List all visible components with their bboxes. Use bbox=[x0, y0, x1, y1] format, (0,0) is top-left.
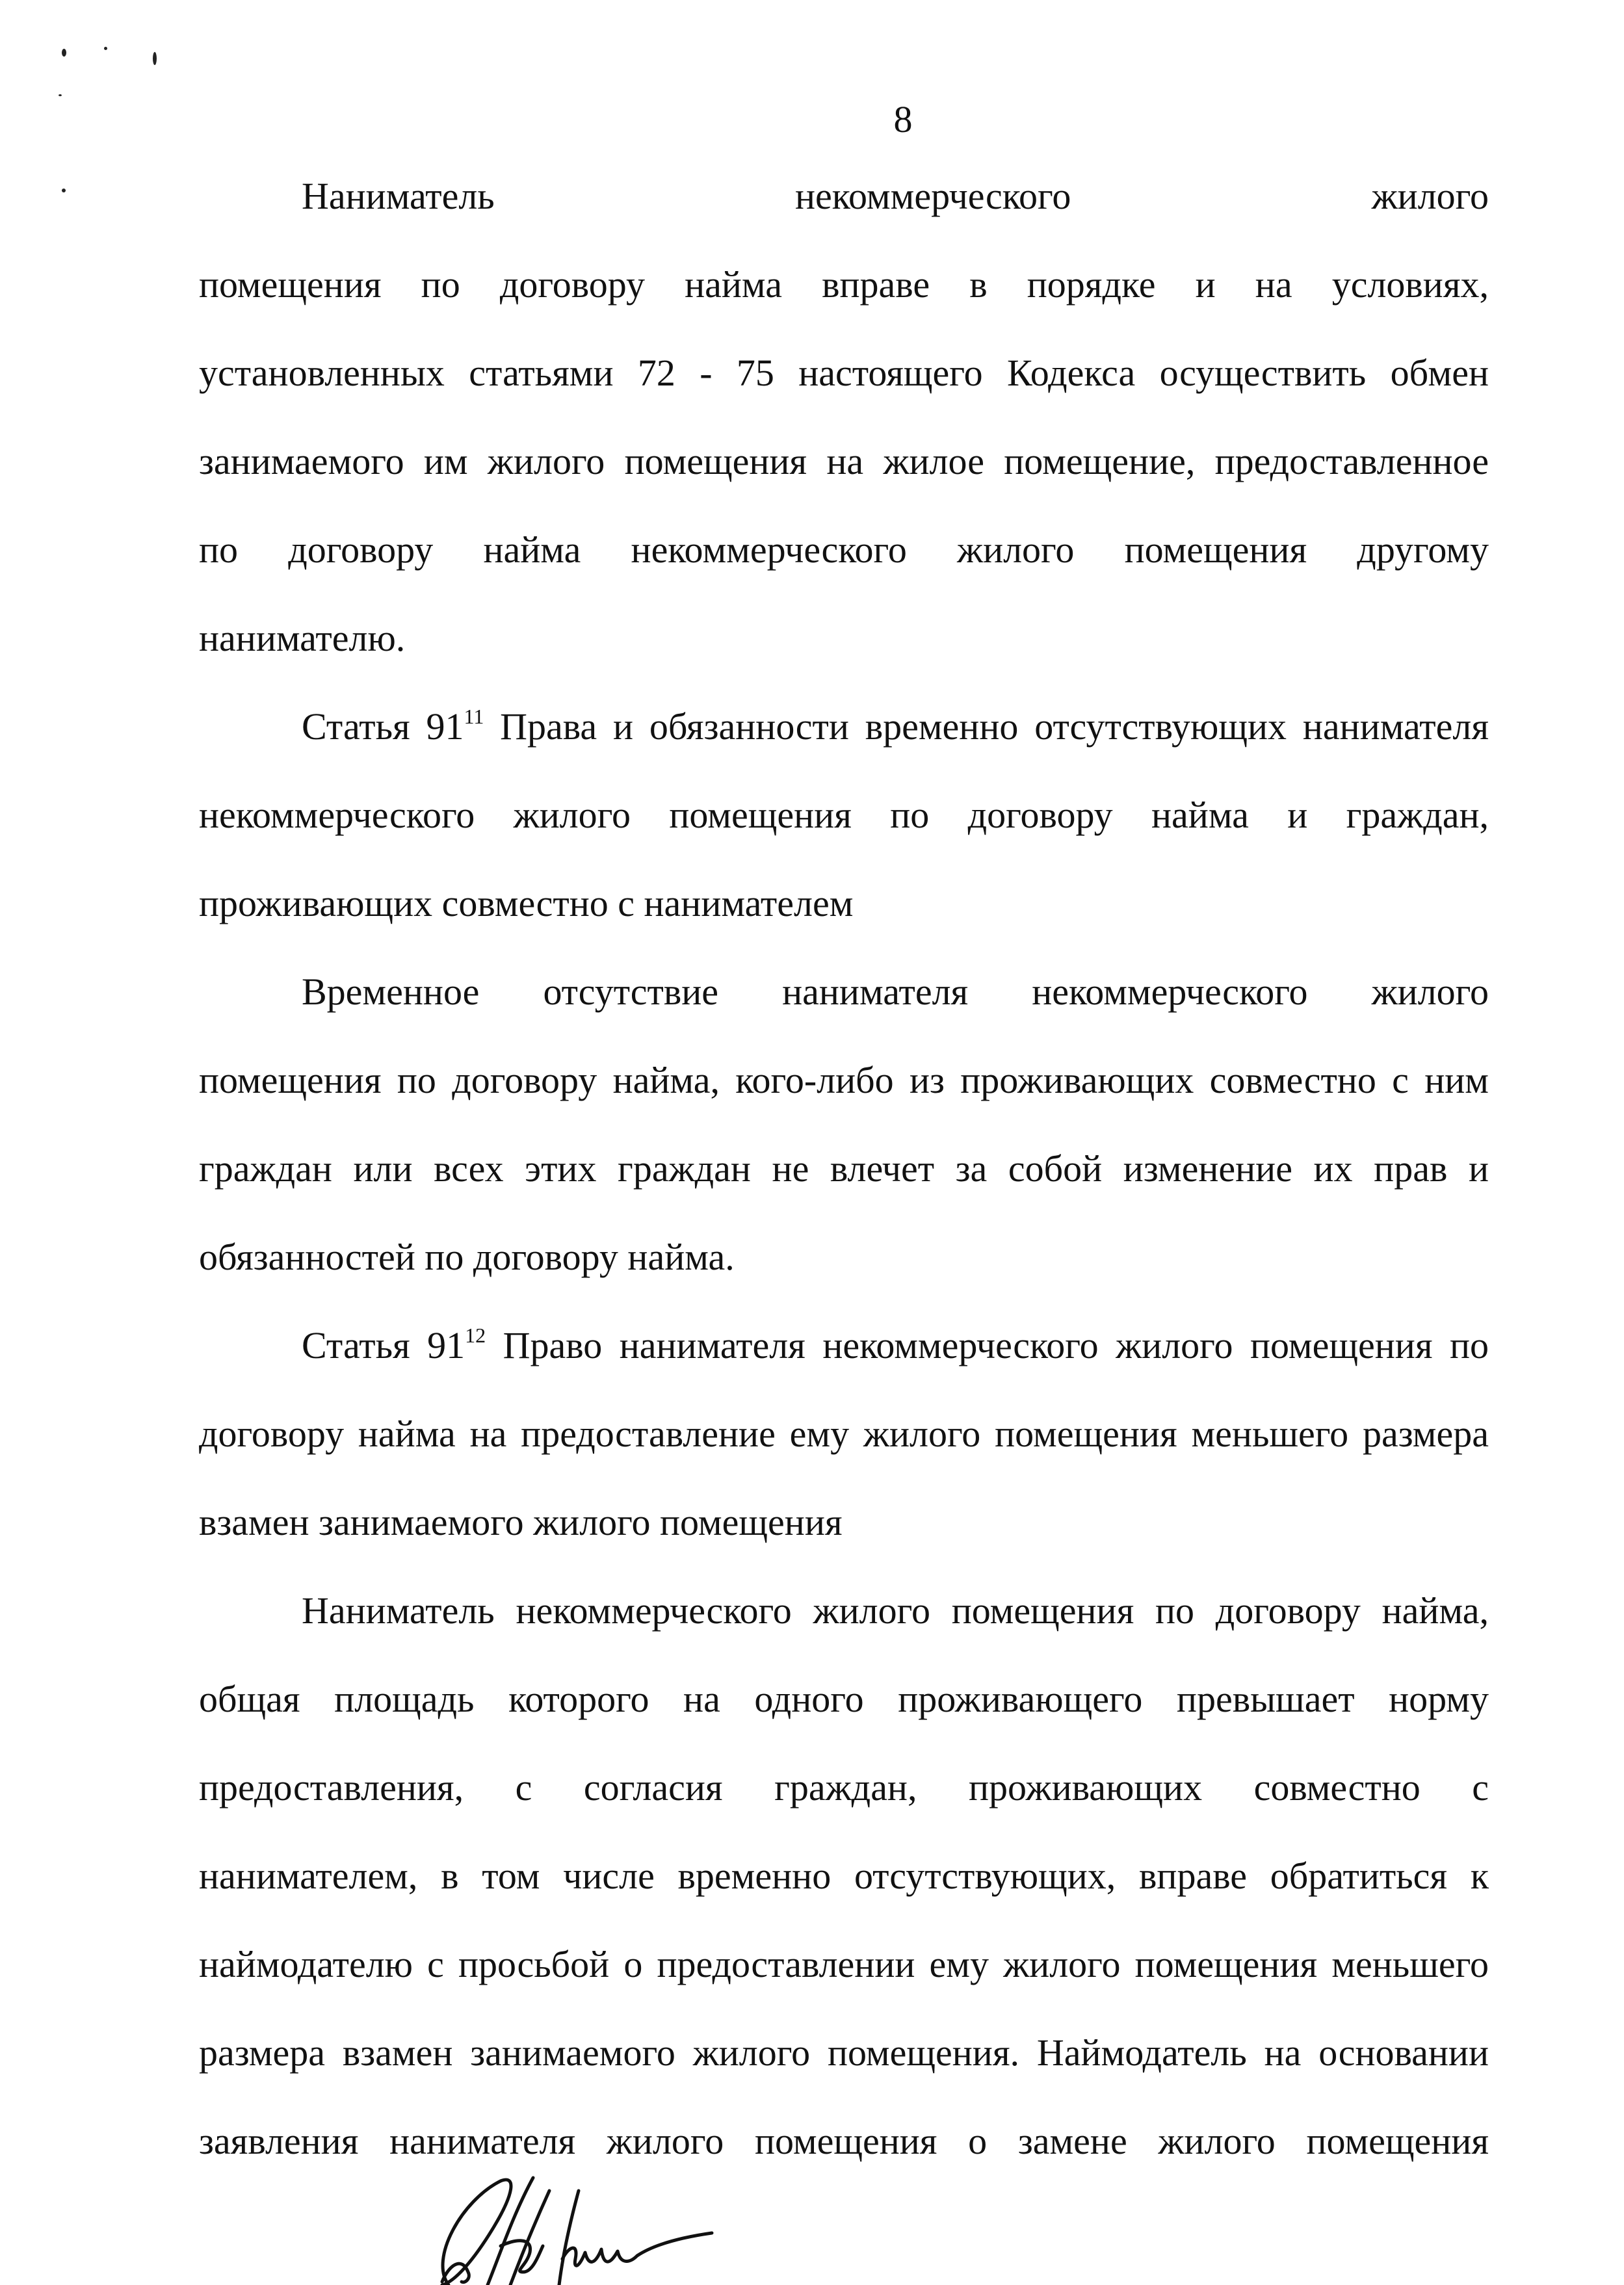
heading-line: некоммерческого жилого помещения по договору найма и граждан, bbox=[199, 794, 1489, 836]
text-line: по договору найма некоммерческого жилого помещения другому bbox=[199, 529, 1489, 571]
text-line: нанимателем, в том числе временно отсутствующих, вправе обратиться к bbox=[199, 1855, 1489, 1897]
scan-speck bbox=[153, 52, 157, 65]
heading-line bbox=[199, 683, 1489, 771]
document-body bbox=[199, 152, 1489, 2186]
signature bbox=[403, 2174, 754, 2285]
article-number: Статья 91 bbox=[302, 1324, 465, 1366]
text-line: обязанностей по договору найма. bbox=[199, 1236, 735, 1278]
article-heading bbox=[199, 1301, 1489, 1567]
text-line: помещения по договору найма, кого-либо из проживающих совместно с ним bbox=[199, 1059, 1489, 1101]
paragraph bbox=[199, 152, 1489, 683]
paragraph bbox=[199, 948, 1489, 1301]
heading-text: Права и обязанности временно отсутствующих нанимателя bbox=[484, 705, 1489, 748]
text-line: общая площадь которого на одного проживающего превышает норму bbox=[199, 1678, 1489, 1720]
text-line: установленных статьями 72 - 75 настоящего Кодекса осуществить обмен bbox=[199, 352, 1489, 394]
text-line: нанимателю. bbox=[199, 617, 406, 659]
scan-speck bbox=[62, 49, 66, 57]
heading-line: договору найма на предоставление ему жилого помещения меньшего размера bbox=[199, 1413, 1489, 1455]
text-line: граждан или всех этих граждан не влечет за собой изменение их прав и bbox=[199, 1147, 1489, 1190]
text-line: наймодателю с просьбой о предоставлении ему жилого помещения меньшего bbox=[199, 1943, 1489, 1985]
text-line: предоставления, с согласия граждан, проживающих совместно с bbox=[199, 1766, 1489, 1808]
article-superscript: 12 bbox=[465, 1324, 486, 1347]
article-heading bbox=[199, 683, 1489, 948]
scan-speck bbox=[104, 47, 107, 50]
heading-line: взамен занимаемого жилого помещения bbox=[199, 1501, 843, 1543]
text-line: занимаемого им жилого помещения на жилое помещение, предоставленное bbox=[199, 440, 1489, 482]
text-line: размера взамен занимаемого жилого помещения. Наймодатель на основании bbox=[199, 2031, 1489, 2074]
heading-line: проживающих совместно с нанимателем bbox=[199, 882, 854, 924]
article-superscript: 11 bbox=[464, 705, 484, 728]
text-line: заявления нанимателя жилого помещения о замене жилого помещения bbox=[199, 2120, 1489, 2162]
text-line: Наниматель некоммерческого жилого bbox=[302, 175, 1489, 217]
scan-speck bbox=[59, 94, 62, 96]
article-number: Статья 91 bbox=[302, 705, 464, 748]
scan-speck bbox=[62, 189, 66, 192]
text-line: Временное отсутствие нанимателя некоммерческого жилого bbox=[302, 971, 1489, 1013]
text-line: Наниматель некоммерческого жилого помещения по договору найма, bbox=[302, 1589, 1489, 1632]
heading-line bbox=[199, 1301, 1489, 1390]
heading-text: Право нанимателя некоммерческого жилого помещения по bbox=[486, 1324, 1489, 1366]
text-line: помещения по договору найма вправе в порядке и на условиях, bbox=[199, 263, 1489, 306]
page-number: 8 bbox=[893, 98, 913, 140]
paragraph bbox=[199, 1567, 1489, 2186]
